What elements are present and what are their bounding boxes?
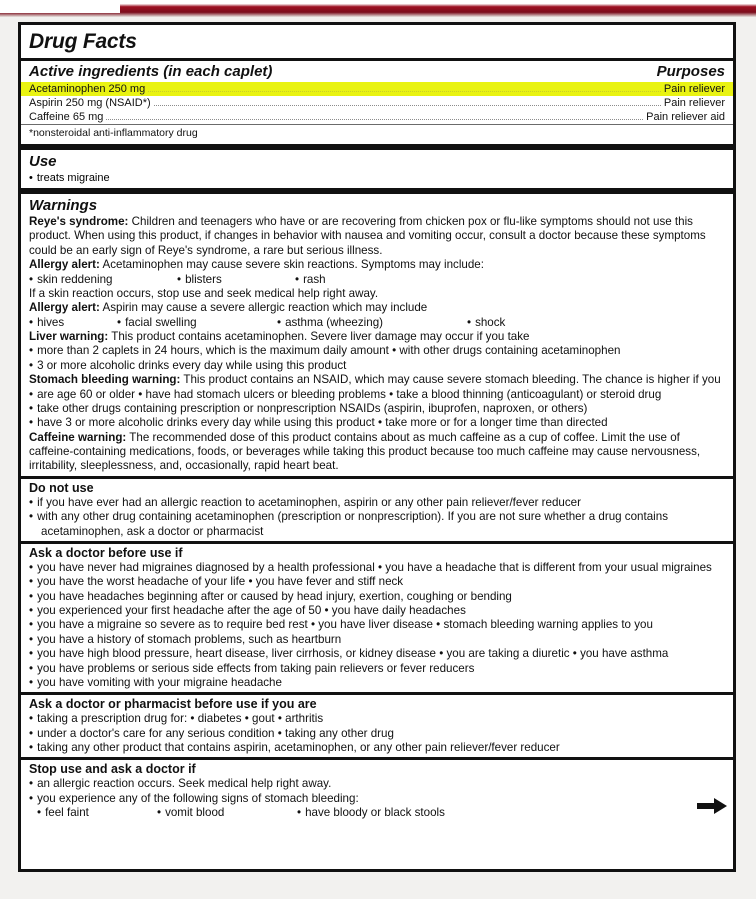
liver-warning-line	[21, 330, 733, 344]
skin-symptom: • rash	[295, 273, 326, 287]
do-not-use-bullet: • if you have ever had an allergic reaction to acetaminophen, aspirin or any other pain reliever/fever reducer	[21, 496, 733, 510]
ask-doctor-item: • you have headaches beginning after or caused by head injury, exertion, coughing or bending	[21, 590, 733, 604]
caffeine-warning-line	[21, 431, 733, 445]
warnings-heading: Warnings	[29, 197, 98, 214]
ask-pharmacist-item: • taking any other product that contains aspirin, acetaminophen, or any other pain reliever/fever reducer	[21, 741, 733, 755]
ingredient-purpose: Pain reliever	[663, 83, 725, 95]
liver-warning-bullet: • 3 or more alcoholic drinks every day while using this product	[21, 359, 733, 373]
bleeding-sign: • have bloody or black stools	[297, 806, 445, 820]
skin-reaction-followup: If a skin reaction occurs, stop use and seek medical help right away.	[29, 286, 379, 300]
allergy-acetaminophen-label: Allergy alert:	[29, 258, 100, 272]
stomach-warning-bullet: • have 3 or more alcoholic drinks every day while using this product • take more or for a longer time than directed	[21, 416, 733, 430]
skin-symptom: • skin reddening	[29, 273, 177, 287]
allergy-acetaminophen-text: Acetaminophen may cause severe skin reactions. Symptoms may include:	[102, 258, 484, 272]
reyes-text: Children and teenagers who have or are recovering from chicken pox or flu-like symptoms should not use this	[131, 215, 693, 228]
ask-pharmacist-heading: Ask a doctor or pharmacist before use if you are	[29, 697, 317, 712]
continuation-arrow-icon	[697, 797, 727, 815]
reyes-warning-line: could be an early sign of Reye's syndrome, a rare but serious illness.	[29, 243, 383, 257]
ingredient-row	[21, 82, 733, 96]
liver-warning-label: Liver warning:	[29, 330, 109, 343]
caffeine-warning-text: The recommended dose of this product contains about as much caffeine as a cup of coffee. Limit the use of	[129, 430, 680, 444]
aspirin-symptom-row	[21, 316, 733, 330]
caffeine-warning-line: irritability, sleeplessness, and, occasionally, rapid heart beat.	[29, 459, 339, 473]
use-heading: Use	[29, 153, 57, 170]
allergy-aspirin-text: Aspirin may cause a severe allergic reaction which may include	[102, 301, 428, 315]
drug-facts-panel	[18, 22, 736, 872]
stomach-warning-bullet: • take other drugs containing prescription or nonprescription NSAIDs (aspirin, ibuprofen, naproxen, or others)	[21, 402, 733, 416]
do-not-use-heading: Do not use	[29, 480, 94, 495]
ingredient-purpose: Pain reliever	[663, 97, 725, 109]
stop-use-bleeding-text	[29, 792, 691, 821]
aspirin-symptom: • asthma (wheezing)	[277, 316, 467, 330]
ingredient-purpose: Pain reliever aid	[646, 111, 725, 123]
do-not-use-bullet: • with any other drug containing acetaminophen (prescription or nonprescription). If you are not sure whether a drug contains	[21, 510, 733, 524]
stomach-warning-text: This product contains an NSAID, which may cause severe stomach bleeding. The chance is higher if you	[183, 373, 721, 387]
stomach-warning-line	[21, 373, 733, 387]
skin-symptom: • blisters	[177, 273, 295, 287]
ask-doctor-item: • you have the worst headache of your life • you have fever and stiff neck	[21, 575, 733, 589]
bleeding-sign: • feel faint	[37, 806, 157, 820]
ingredient-name: Aspirin 250 mg (NSAID*)	[29, 97, 151, 109]
do-not-use-bullet-cont: acetaminophen, ask a doctor or pharmacist	[41, 524, 264, 538]
ingredient-name: Acetaminophen 250 mg	[29, 83, 146, 95]
ask-doctor-item: • you have vomiting with your migraine headache	[21, 676, 733, 690]
allergy-aspirin-line	[21, 301, 733, 315]
drug-facts-title: Drug Facts	[29, 30, 137, 53]
reyes-warning-line: product. When using this product, if changes in behavior with nausea and vomiting occur, consult a doctor because these symptoms	[29, 229, 706, 243]
aspirin-symptom: • hives	[29, 316, 117, 330]
purposes-heading: Purposes	[656, 63, 725, 80]
liver-warning-text: This product contains acetaminophen. Severe liver damage may occur if you take	[111, 330, 530, 343]
ask-doctor-heading: Ask a doctor before use if	[29, 545, 183, 560]
ask-doctor-item: • you have never had migraines diagnosed by a health professional • you have a headache that is different from your usual migraines	[21, 561, 733, 575]
aspirin-symptom: • shock	[467, 316, 505, 330]
reyes-warning-line	[21, 215, 733, 229]
ask-pharmacist-item: • under a doctor's care for any serious condition • taking any other drug	[21, 727, 733, 741]
bleeding-sign: • vomit blood	[157, 806, 297, 820]
dot-leader	[154, 97, 661, 106]
active-ingredients-heading: Active ingredients (in each caplet)	[29, 63, 273, 80]
package-red-band	[0, 0, 756, 17]
skin-symptom-row	[21, 273, 733, 287]
caffeine-warning-label: Caffeine warning:	[29, 430, 127, 444]
allergy-acetaminophen-line	[21, 258, 733, 272]
ask-pharmacist-item: • taking a prescription drug for: • diabetes • gout • arthritis	[21, 712, 733, 726]
stop-use-bullet: • an allergic reaction occurs. Seek medical help right away.	[21, 777, 733, 791]
allergy-aspirin-label: Allergy alert:	[29, 301, 100, 315]
bleeding-sign-list	[37, 806, 445, 820]
stop-use-heading: Stop use and ask a doctor if	[29, 762, 196, 777]
nsaid-footnote: *nonsteroidal anti-inflammatory drug	[29, 127, 198, 139]
use-item: • treats migraine	[21, 171, 733, 188]
stop-use-bleeding-lead: • you experience any of the following signs of stomach bleeding:	[29, 792, 359, 805]
ingredient-row	[21, 96, 733, 110]
reyes-label: Reye's syndrome:	[29, 215, 129, 228]
ask-doctor-item: • you have a history of stomach problems, such as heartburn	[21, 633, 733, 647]
stop-use-bleeding-row	[21, 792, 733, 821]
stomach-warning-label: Stomach bleeding warning:	[29, 373, 181, 387]
ask-doctor-item: • you have a migraine so severe as to require bed rest • you have liver disease • stomach bleeding warning applies to you	[21, 618, 733, 632]
ingredient-name: Caffeine 65 mg	[29, 111, 104, 123]
aspirin-symptom: • facial swelling	[117, 316, 277, 330]
ingredient-row	[21, 110, 733, 124]
liver-warning-bullet: • more than 2 caplets in 24 hours, which is the maximum daily amount • with other drugs containing acetaminophen	[21, 344, 733, 358]
ask-doctor-item: • you experienced your first headache after the age of 50 • you have daily headaches	[21, 604, 733, 618]
ask-doctor-item: • you have problems or serious side effects from taking pain relievers or fever reducers	[21, 662, 733, 676]
stomach-warning-bullet: • are age 60 or older • have had stomach ulcers or bleeding problems • take a blood thinning (anticoagulant) or steroid drug	[21, 388, 733, 402]
dot-leader	[106, 111, 643, 120]
active-ingredients-header	[21, 61, 733, 82]
ask-doctor-item: • you have high blood pressure, heart disease, liver cirrhosis, or kidney disease • you are taking a diuretic • you have asthma	[21, 647, 733, 661]
caffeine-warning-line: caffeine-containing medications, foods, or beverages while taking this product because too much caffeine may cause nervousness,	[29, 445, 701, 458]
dot-leader	[148, 83, 661, 92]
